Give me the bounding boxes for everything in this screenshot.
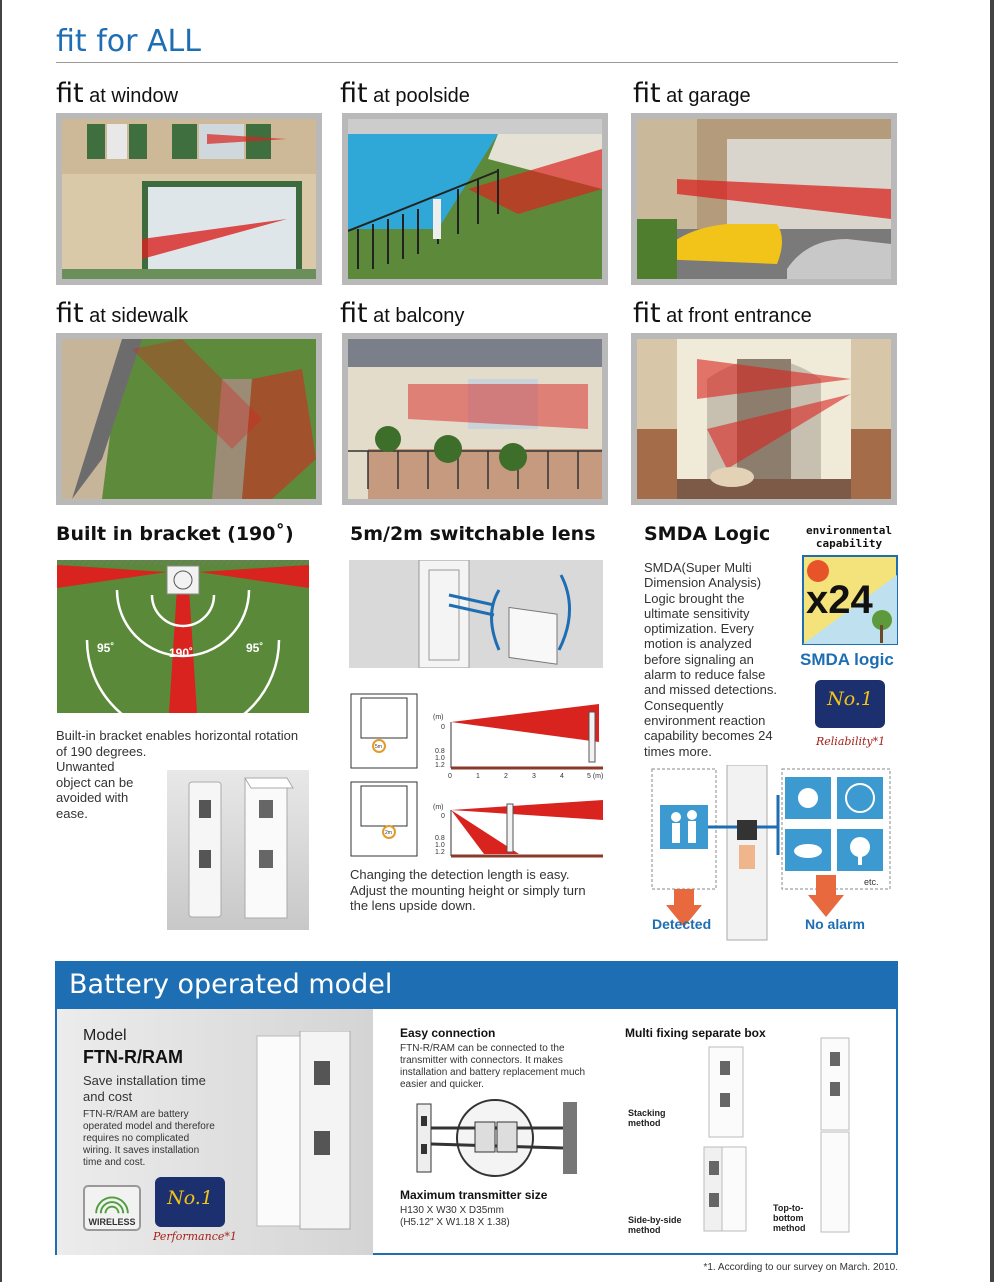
location-label-balcony: fit at balcony <box>340 298 465 329</box>
photo-garage <box>631 113 897 285</box>
photo-front-entrance <box>631 333 897 505</box>
easy-connection-text: FTN-R/RAM can be connected to the transmitter with connectors. It makes installation and battery replacement much easier and quicker. <box>400 1043 586 1090</box>
smda-description: SMDA(Super Multi Dimension Analysis) Logic brought the ultimate sensitivity optimization. Every motion is analyzed before signaling an alarm to reduce false and missed detections. Consequently environment reaction capability becomes 24 times more. <box>644 560 777 759</box>
page-title: fit for ALL <box>56 24 201 59</box>
etc-label: etc. <box>864 877 879 887</box>
detected-label: Detected <box>652 916 712 932</box>
chart2-ytick: 0 <box>441 813 445 820</box>
chart1-unit: (m) <box>433 714 444 721</box>
bracket-product-photo <box>167 770 309 930</box>
bracket-description: Built-in bracket enables horizontal rotation of 190 degrees. Unwanted object can be avoided with ease. <box>56 728 299 821</box>
wireless-text: WIRELESS <box>88 1217 136 1227</box>
multi-fixing-title: Multi fixing separate box <box>625 1026 766 1040</box>
model-name: FTN-R/RAM <box>83 1047 183 1067</box>
title-divider <box>56 62 898 63</box>
battery-section <box>55 961 898 1255</box>
no1-text: No.1 <box>167 1187 213 1209</box>
stacking-method-label: Stacking method <box>628 1108 666 1128</box>
x24-badge <box>802 555 898 645</box>
chart2-ytick: 1.0 <box>435 842 445 849</box>
lens-title: 5m/2m switchable lens <box>350 523 596 545</box>
chart2-ytick: 1.2 <box>435 849 445 856</box>
model-description: FTN-R/RAM are battery operated model and therefore requires no complicated wiring. It saves installation time and cost. <box>83 1109 215 1168</box>
no1-reliability-badge <box>815 680 885 728</box>
model-label: Model <box>83 1027 127 1044</box>
reliability-label: Reliability*1 <box>816 735 886 748</box>
angle-left-label: 95˚ <box>97 641 115 655</box>
top-to-bottom-image <box>819 1036 853 1234</box>
location-label-garage: fit at garage <box>633 78 751 109</box>
chart1-xtick: 1 <box>476 773 480 780</box>
location-label-front-entrance: fit at front entrance <box>633 298 812 329</box>
battery-model-panel <box>57 1009 373 1255</box>
wireless-badge <box>83 1185 141 1231</box>
battery-section-title: Battery operated model <box>57 963 896 1009</box>
max-size-text: H130 X W30 X D35mm (H5.12" X W1.18 X 1.38) <box>400 1205 510 1228</box>
chart1-ytick: 0 <box>441 724 445 731</box>
page-border-right <box>990 0 994 1282</box>
chart1-xtick: 0 <box>448 773 452 780</box>
chart2-ytick: 0.8 <box>435 835 445 842</box>
angle-right-label: 95˚ <box>246 641 264 655</box>
chart1-ytick: 1.2 <box>435 762 445 769</box>
bracket-diagram <box>57 560 309 713</box>
photo-balcony <box>342 333 608 505</box>
photo-poolside <box>342 113 608 285</box>
angle-center-label: 190˚ <box>169 646 194 660</box>
chart1-ytick: 1.0 <box>435 755 445 762</box>
performance-label: Performance*1 <box>153 1230 237 1243</box>
lens-range-charts <box>349 692 605 860</box>
chart1-xtick: 3 <box>532 773 536 780</box>
chart1-xtick: 2 <box>504 773 508 780</box>
max-size-title: Maximum transmitter size <box>400 1188 548 1202</box>
x24-text: x24 <box>806 578 873 622</box>
smda-title: SMDA Logic <box>644 523 771 545</box>
photo-sidewalk <box>56 333 322 505</box>
top-to-bottom-label: Top-to- bottom method <box>773 1203 806 1233</box>
model-tagline: Save installation time and cost <box>83 1073 206 1104</box>
lens-mount-diagram <box>349 560 603 668</box>
lens-badge-2m: 2m <box>385 830 392 836</box>
chart1-xtick: 5 (m) <box>587 773 604 780</box>
bracket-title: Built in bracket (190˚) <box>56 523 294 545</box>
side-by-side-label: Side-by-side method <box>628 1215 682 1235</box>
no1-performance-badge <box>155 1177 225 1227</box>
easy-connection-title: Easy connection <box>400 1026 496 1040</box>
connector-diagram <box>413 1096 585 1178</box>
env-capability-label: environmental capability <box>805 524 893 550</box>
ftn-product-image <box>252 1031 352 1231</box>
location-label-poolside: fit at poolside <box>340 78 470 109</box>
page-border-left <box>0 0 2 1282</box>
footnote: *1. According to our survey on March. 2010. <box>703 1262 898 1273</box>
smda-logic-label: SMDA logic <box>800 650 894 669</box>
no-alarm-label: No alarm <box>805 916 865 932</box>
side-by-side-image <box>702 1145 748 1233</box>
no1-text: No.1 <box>827 688 873 710</box>
chart1-xtick: 4 <box>560 773 564 780</box>
stacking-method-image <box>707 1045 747 1141</box>
chart2-unit: (m) <box>433 804 444 811</box>
location-label-window: fit at window <box>56 78 179 109</box>
lens-caption: Changing the detection length is easy. Adjust the mounting height or simply turn the lens upside down. <box>350 867 586 913</box>
photo-window <box>56 113 322 285</box>
location-label-sidewalk: fit at sidewalk <box>56 298 189 329</box>
chart1-ytick: 0.8 <box>435 748 445 755</box>
lens-badge-5m: 5m <box>375 744 382 750</box>
